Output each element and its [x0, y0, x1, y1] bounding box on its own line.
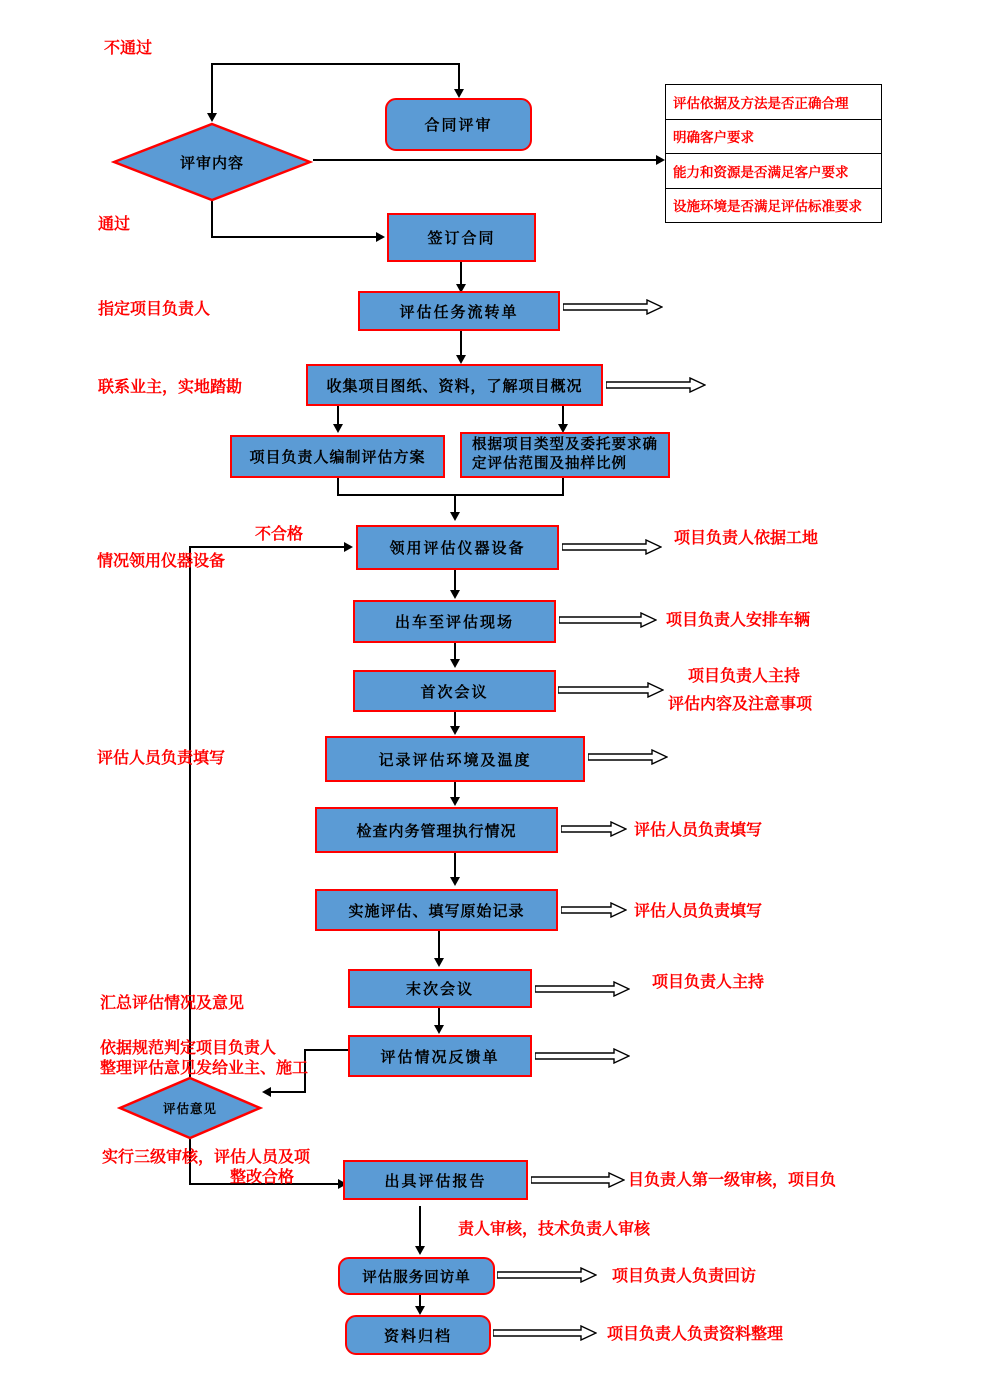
- arrowhead-down-icon: [450, 512, 460, 521]
- label-follow-up: 项目负责人负责回访: [612, 1266, 757, 1285]
- connector-line: [337, 406, 339, 426]
- label-unqualified: 不合格: [255, 524, 304, 543]
- arrowhead-down-icon: [450, 590, 460, 599]
- label-fail: 不通过: [104, 38, 153, 57]
- node-record-env: 记录评估环境及温度: [325, 736, 585, 782]
- review-criteria-table: [665, 84, 882, 223]
- criteria-row: 能力和资源是否满足客户要求: [666, 153, 881, 188]
- arrowhead-down-icon: [207, 113, 217, 122]
- hollow-arrow-icon: [535, 1048, 630, 1064]
- hollow-arrow-icon: [588, 749, 668, 765]
- node-get-equipment: 领用评估仪器设备: [356, 525, 559, 570]
- connector-line: [189, 546, 345, 548]
- hollow-arrow-icon: [563, 299, 663, 315]
- label-pass: 通过: [98, 214, 131, 233]
- connector-line: [458, 63, 460, 91]
- connector-line: [454, 782, 456, 798]
- connector-line: [438, 1008, 440, 1026]
- connector-line: [211, 236, 377, 238]
- node-define-scope: 根据项目类型及委托要求确定评估范围及抽样比例: [460, 432, 670, 478]
- node-make-plan: 项目负责人编制评估方案: [230, 435, 445, 478]
- connector-line: [460, 331, 462, 357]
- hollow-arrow-icon: [493, 1325, 597, 1341]
- hollow-arrow-icon: [561, 902, 627, 918]
- hollow-arrow-icon: [606, 377, 706, 393]
- hollow-arrow-icon: [558, 682, 664, 698]
- node-collect-info: 收集项目图纸、资料，了解项目概况: [306, 364, 603, 406]
- connector-line: [419, 1206, 421, 1248]
- connector-line: [337, 494, 564, 496]
- label-three-level: 实行三级审核，评估人员及项: [102, 1147, 311, 1166]
- node-archive: 资料归档: [345, 1315, 491, 1355]
- label-assign-leader: 指定项目负责人: [98, 299, 211, 318]
- node-sign-contract: 签订合同: [387, 213, 536, 262]
- node-contract-review: 合同评审: [385, 98, 532, 151]
- connector-line: [454, 570, 456, 592]
- label-archive-note: 项目负责人负责资料整理: [607, 1324, 784, 1343]
- arrowhead-down-icon: [450, 797, 460, 806]
- arrowhead-down-icon: [456, 355, 466, 364]
- label-staff-fill-1: 评估人员负责填写: [634, 820, 763, 839]
- connector-line: [211, 63, 213, 115]
- label-judge-line2: 整理评估意见发给业主、施工: [100, 1058, 309, 1077]
- criteria-row: 评估依据及方法是否正确合理: [673, 95, 849, 112]
- label-meeting-content: 评估内容及注意事项: [668, 694, 813, 713]
- label-judge-line1: 依据规范判定项目负责人: [100, 1038, 277, 1057]
- arrowhead-down-icon: [450, 877, 460, 886]
- label-leader-host-2: 项目负责人主持: [652, 972, 765, 991]
- connector-line: [211, 63, 460, 65]
- arrowhead-right-icon: [344, 542, 353, 552]
- arrowhead-down-icon: [333, 424, 343, 433]
- node-feedback-sheet: 评估情况反馈单: [348, 1035, 532, 1077]
- arrowhead-down-icon: [450, 659, 460, 668]
- label-rectify: 整改合格: [230, 1167, 295, 1186]
- label-contact-owner: 联系业主，实地踏勘: [98, 377, 243, 396]
- connector-line: [454, 712, 456, 727]
- hollow-arrow-icon: [562, 539, 662, 555]
- hollow-arrow-icon: [497, 1267, 597, 1283]
- node-task-sheet: 评估任务流转单: [358, 291, 560, 331]
- criteria-row: 设施环境是否满足评估标准要求: [666, 188, 881, 223]
- label-leader-host: 项目负责人主持: [688, 666, 801, 685]
- decision-review-label: 评审内容: [179, 153, 244, 172]
- arrowhead-right-icon: [656, 155, 665, 165]
- label-first-review: 目负责人第一级审核，项目负: [628, 1170, 837, 1189]
- hollow-arrow-icon: [559, 612, 657, 628]
- label-arrange-vehicle: 项目负责人安排车辆: [666, 610, 811, 629]
- node-do-assessment: 实施评估、填写原始记录: [315, 889, 558, 931]
- arrowhead-down-icon: [434, 958, 444, 967]
- label-leader-basis: 项目负责人依据工地: [674, 528, 819, 547]
- connector-line: [438, 931, 440, 959]
- connector-line: [454, 853, 456, 878]
- arrowhead-right-icon: [376, 232, 385, 242]
- decision-opinion-label: 评估意见: [162, 1101, 217, 1116]
- connector-line: [460, 262, 462, 286]
- connector-line: [304, 1049, 348, 1051]
- arrowhead-down-icon: [450, 726, 460, 735]
- arrowhead-down-icon: [415, 1306, 425, 1315]
- node-last-meeting: 末次会议: [348, 969, 532, 1008]
- label-staff-fill-2: 评估人员负责填写: [634, 901, 763, 920]
- node-drive-to-site: 出车至评估现场: [353, 600, 556, 643]
- connector-line: [562, 406, 564, 426]
- hollow-arrow-icon: [561, 821, 627, 837]
- arrowhead-down-icon: [434, 1025, 444, 1034]
- node-issue-report: 出具评估报告: [343, 1160, 528, 1200]
- hollow-arrow-icon: [535, 981, 630, 997]
- criteria-row: 明确客户要求: [666, 119, 881, 154]
- connector-line: [270, 1091, 306, 1093]
- label-staff-fill-left: 评估人员负责填写: [97, 748, 226, 767]
- hollow-arrow-icon: [531, 1172, 625, 1188]
- node-check-housekeeping: 检查内务管理执行情况: [315, 807, 558, 853]
- node-follow-up-sheet: 评估服务回访单: [338, 1257, 495, 1295]
- arrowhead-down-icon: [454, 89, 464, 98]
- label-equip-note: 情况领用仪器设备: [97, 551, 226, 570]
- node-first-meeting: 首次会议: [353, 670, 556, 712]
- label-review-cont: 责人审核，技术负责人审核: [458, 1219, 651, 1238]
- connector-line: [313, 159, 657, 161]
- connector-line: [211, 200, 213, 238]
- label-summary: 汇总评估情况及意见: [100, 993, 245, 1012]
- connector-line: [454, 494, 456, 514]
- arrowhead-left-icon: [262, 1087, 271, 1097]
- arrowhead-down-icon: [415, 1246, 425, 1255]
